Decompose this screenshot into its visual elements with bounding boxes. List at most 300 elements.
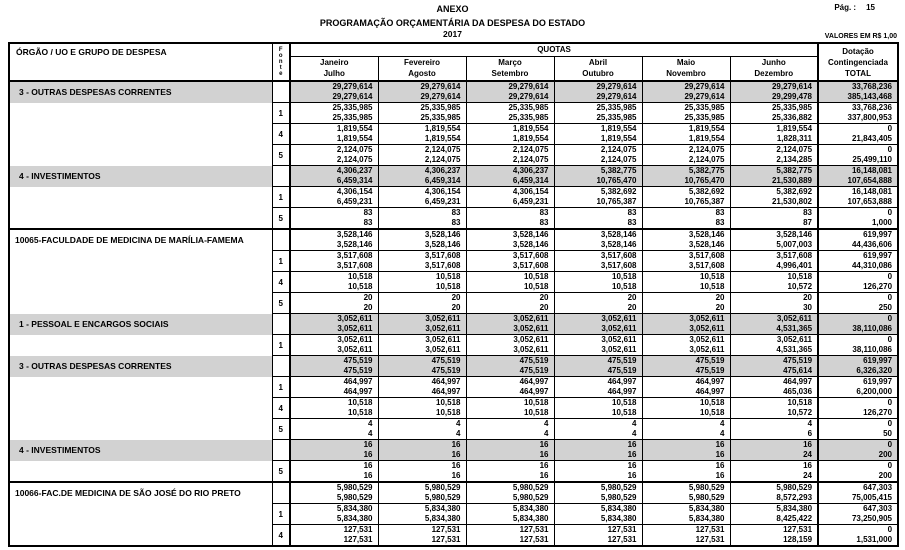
value-line-2: 10,518: [348, 282, 373, 291]
value-line-2: 83: [451, 218, 461, 227]
anexo-heading: ANEXO: [436, 4, 469, 14]
value-line-1: 5,980,529: [512, 483, 549, 492]
value-line-1: 3,052,611: [513, 335, 549, 344]
cell-label: [9, 208, 272, 230]
cell-value: [378, 482, 466, 504]
cell-label: [9, 525, 272, 547]
value-line-2: 465,036: [783, 387, 813, 396]
cell-value: [466, 525, 554, 547]
cell-total: [818, 377, 898, 398]
row-fonte: [9, 124, 898, 145]
value-line-2: 1,828,311: [776, 134, 813, 143]
value-line-1: 0: [887, 398, 893, 407]
value-line-2: 16: [363, 450, 373, 459]
value-line-1: 16: [451, 440, 461, 449]
value-line-2: 24: [803, 471, 813, 480]
value-line-1: 5,834,380: [336, 504, 373, 513]
value-line-1: 0: [887, 145, 893, 154]
cell-value: [642, 208, 730, 230]
value-line-1: 3,052,611: [689, 314, 725, 323]
cell-total: [818, 504, 898, 525]
value-line-1: 1,819,554: [776, 124, 813, 133]
value-line-2: 6,459,231: [336, 197, 373, 206]
value-line-2: 127,531: [695, 535, 725, 544]
value-line-2: 73,250,905: [851, 514, 893, 523]
value-line-1: 16: [451, 461, 461, 470]
cell-fonte: 5: [272, 461, 290, 483]
cell-value: [554, 461, 642, 483]
value-line-1: 20: [627, 293, 637, 302]
value-line-2: 50: [883, 429, 893, 438]
cell-fonte: 1: [272, 335, 290, 356]
month-header-line: Novembro: [666, 69, 706, 79]
cell-value: [378, 398, 466, 419]
page-title: PROGRAMAÇÃO ORÇAMENTÁRIA DA DESPESA DO ESTADO: [319, 18, 586, 28]
cell-value: [290, 208, 378, 230]
value-line-1: 29,279,614: [771, 82, 813, 91]
cell-value: [290, 166, 378, 187]
cell-value: [554, 293, 642, 314]
cell-value: [554, 145, 642, 166]
value-line-1: 475,519: [519, 356, 549, 365]
value-line-1: 16: [539, 461, 549, 470]
cell-value: [642, 335, 730, 356]
value-line-1: 464,997: [519, 377, 549, 386]
value-line-2: 4: [368, 429, 373, 438]
cell-value: [642, 314, 730, 335]
month-header-line: Julho: [323, 69, 345, 79]
cell-value: [466, 187, 554, 208]
value-line-1: 619,997: [863, 230, 893, 239]
value-line-2: 83: [539, 218, 549, 227]
value-line-2: 1,819,554: [688, 134, 725, 143]
value-line-1: 4,306,237: [512, 166, 549, 175]
value-line-2: 10,518: [524, 282, 549, 291]
value-line-1: 1,819,554: [688, 124, 725, 133]
cell-value: [730, 377, 818, 398]
cell-label: 10065-FACULDADE DE MEDICINA DE MARÍLIA-FAMEMA: [9, 229, 272, 251]
cell-value: [554, 504, 642, 525]
value-line-1: 5,834,380: [600, 504, 637, 513]
cell-fonte: 1: [272, 377, 290, 398]
value-line-1: 4: [632, 419, 637, 428]
cell-value: [290, 525, 378, 547]
value-line-1: 619,997: [863, 377, 893, 386]
cell-total: [818, 229, 898, 251]
value-line-2: 10,518: [436, 408, 461, 417]
cell-label: [9, 251, 272, 272]
value-line-2: 127,531: [343, 535, 373, 544]
value-line-2: 16: [715, 471, 725, 480]
value-line-1: 10,518: [436, 398, 461, 407]
value-line-2: 24: [803, 450, 813, 459]
cell-label: 3 - OUTRAS DESPESAS CORRENTES: [9, 356, 272, 377]
value-line-2: 1,000: [871, 218, 893, 227]
row-fonte: [9, 335, 898, 356]
value-line-2: 30: [803, 303, 813, 312]
cell-value: [554, 335, 642, 356]
cell-total: [818, 103, 898, 124]
cell-value: [730, 166, 818, 187]
cell-value: [554, 187, 642, 208]
cell-value: [466, 356, 554, 377]
row-fonte: [9, 398, 898, 419]
value-line-2: 10,518: [436, 282, 461, 291]
total-header-line: TOTAL: [845, 68, 871, 78]
value-line-1: 5,382,775: [600, 166, 637, 175]
value-line-2: 6,326,320: [856, 366, 893, 375]
value-line-1: 5,382,775: [688, 166, 725, 175]
value-line-1: 16: [627, 440, 637, 449]
cell-value: [378, 187, 466, 208]
value-line-2: 25,335,985: [332, 113, 373, 122]
row-fonte: [9, 187, 898, 208]
value-line-1: 2,124,075: [424, 145, 461, 154]
value-line-1: 29,279,614: [684, 82, 725, 91]
cell-fonte: [272, 229, 290, 251]
fonte-letter: n: [278, 59, 283, 65]
cell-value: [554, 440, 642, 461]
value-line-2: 3,528,146: [688, 240, 725, 249]
value-line-1: 3,052,611: [337, 335, 373, 344]
cell-value: [466, 208, 554, 230]
cell-label: [9, 293, 272, 314]
value-line-1: 3,517,608: [776, 251, 813, 260]
value-line-2: 1,531,000: [856, 535, 893, 544]
value-line-1: 127,531: [343, 525, 373, 534]
cell-value: [466, 103, 554, 124]
cell-value: [730, 124, 818, 145]
cell-value: [378, 229, 466, 251]
month-header-line: Dezembro: [754, 69, 794, 79]
cell-total: [818, 314, 898, 335]
cell-value: [290, 461, 378, 483]
value-line-1: 1,819,554: [512, 124, 549, 133]
cell-value: [378, 166, 466, 187]
value-line-1: 0: [887, 208, 893, 217]
value-line-2: 127,531: [607, 535, 637, 544]
value-line-2: 5,834,380: [424, 514, 461, 523]
value-line-1: 5,834,380: [688, 504, 725, 513]
cell-value: [290, 419, 378, 440]
cell-label: [9, 272, 272, 293]
value-line-2: 83: [363, 218, 373, 227]
value-line-1: 0: [887, 525, 893, 534]
value-line-2: 21,530,802: [771, 197, 813, 206]
value-line-2: 3,052,611: [689, 324, 725, 333]
value-line-2: 8,425,422: [776, 514, 813, 523]
value-line-2: 21,843,405: [851, 134, 893, 143]
cell-value: [290, 187, 378, 208]
value-line-1: 5,980,529: [424, 483, 461, 492]
value-line-2: 25,335,985: [508, 113, 549, 122]
cell-value: [730, 145, 818, 166]
cell-label: 10066-FAC.DE MEDICINA DE SÃO JOSÉ DO RIO PRETO: [9, 482, 272, 504]
value-line-1: 29,279,614: [420, 82, 461, 91]
value-line-2: 464,997: [695, 387, 725, 396]
cell-value: [554, 398, 642, 419]
cell-value: [378, 81, 466, 103]
value-line-1: 3,052,611: [601, 314, 637, 323]
value-line-1: 2,124,075: [600, 145, 637, 154]
value-line-1: 1,819,554: [336, 124, 373, 133]
value-line-1: 127,531: [431, 525, 461, 534]
value-line-2: 5,007,003: [776, 240, 813, 249]
value-line-1: 4: [456, 419, 461, 428]
value-line-2: 38,110,086: [852, 345, 893, 354]
cell-value: [378, 124, 466, 145]
cell-value: [642, 482, 730, 504]
value-line-1: 1,819,554: [424, 124, 461, 133]
value-line-2: 2,124,075: [424, 155, 461, 164]
value-line-2: 464,997: [519, 387, 549, 396]
cell-fonte: 5: [272, 145, 290, 166]
cell-total: [818, 145, 898, 166]
cell-value: [730, 504, 818, 525]
cell-value: [378, 356, 466, 377]
value-line-1: 2,124,075: [776, 145, 813, 154]
row-group: [9, 440, 898, 461]
cell-value: [378, 272, 466, 293]
value-line-2: 464,997: [431, 387, 461, 396]
value-line-1: 4,306,237: [336, 166, 373, 175]
cell-total: [818, 482, 898, 504]
cell-total: [818, 525, 898, 547]
value-line-2: 25,335,985: [420, 113, 461, 122]
value-line-2: 3,528,146: [336, 240, 373, 249]
value-line-1: 4: [368, 419, 373, 428]
cell-value: [466, 166, 554, 187]
cell-total: [818, 124, 898, 145]
value-line-2: 4,531,365: [776, 324, 813, 333]
value-line-1: 3,517,608: [424, 251, 461, 260]
cell-value: [290, 377, 378, 398]
value-line-2: 4,531,365: [776, 345, 813, 354]
fonte-letter: t: [279, 65, 282, 71]
cell-fonte: 1: [272, 187, 290, 208]
value-line-1: 29,279,614: [508, 82, 549, 91]
month-header-line: Janeiro: [320, 58, 349, 68]
cell-value: [730, 440, 818, 461]
cell-value: [730, 229, 818, 251]
cell-total: [818, 419, 898, 440]
value-line-2: 3,517,608: [512, 261, 549, 270]
cell-value: [554, 251, 642, 272]
value-line-1: 5,382,692: [600, 187, 637, 196]
cell-value: [466, 398, 554, 419]
value-line-1: 83: [715, 208, 725, 217]
cell-value: [730, 419, 818, 440]
cell-fonte: [272, 81, 290, 103]
cell-value: [642, 187, 730, 208]
value-line-1: 20: [363, 293, 373, 302]
value-line-1: 5,382,692: [688, 187, 725, 196]
month-header: [554, 56, 642, 81]
page-number-block: [834, 3, 875, 12]
value-line-1: 16: [803, 440, 813, 449]
value-line-1: 127,531: [695, 525, 725, 534]
value-line-2: 3,052,611: [689, 345, 725, 354]
cell-total: [818, 356, 898, 377]
cell-value: [290, 482, 378, 504]
value-line-2: 464,997: [343, 387, 373, 396]
value-line-1: 10,518: [612, 272, 637, 281]
value-line-2: 25,335,985: [596, 113, 637, 122]
cell-fonte: 4: [272, 525, 290, 547]
value-line-2: 83: [715, 218, 725, 227]
cell-total: [818, 440, 898, 461]
cell-fonte: [272, 314, 290, 335]
value-line-1: 10,518: [700, 398, 725, 407]
cell-label: [9, 103, 272, 124]
table-body: [9, 81, 898, 546]
cell-label: [9, 335, 272, 356]
cell-value: [378, 293, 466, 314]
value-line-2: 4: [720, 429, 725, 438]
value-line-1: 16,148,081: [851, 187, 893, 196]
cell-value: [642, 377, 730, 398]
value-line-2: 10,765,470: [684, 176, 725, 185]
value-line-2: 385,143,468: [847, 92, 893, 101]
cell-value: [466, 81, 554, 103]
value-line-1: 4: [720, 419, 725, 428]
value-line-2: 83: [627, 218, 637, 227]
month-header-line: Outubro: [582, 69, 614, 79]
value-line-2: 5,980,529: [424, 493, 461, 502]
value-line-1: 3,052,611: [776, 314, 813, 323]
cell-fonte: 5: [272, 419, 290, 440]
value-line-2: 25,499,110: [852, 155, 893, 164]
value-line-1: 5,834,380: [776, 504, 813, 513]
value-line-1: 16,148,081: [851, 166, 893, 175]
month-header-line: Agosto: [408, 69, 436, 79]
values-note: VALORES EM R$ 1,00: [824, 33, 897, 40]
value-line-1: 647,303: [863, 504, 893, 513]
cell-value: [290, 251, 378, 272]
value-line-1: 33,768,236: [851, 103, 893, 112]
cell-label: [9, 377, 272, 398]
row-fonte: [9, 504, 898, 525]
month-header: [642, 56, 730, 81]
value-line-1: 16: [539, 440, 549, 449]
value-line-2: 127,531: [431, 535, 461, 544]
cell-value: [554, 314, 642, 335]
value-line-2: 10,518: [612, 408, 637, 417]
value-line-1: 25,335,985: [684, 103, 725, 112]
value-line-2: 29,279,614: [684, 92, 725, 101]
month-header-line: Abril: [588, 58, 608, 68]
value-line-2: 29,279,614: [508, 92, 549, 101]
cell-value: [290, 440, 378, 461]
value-line-1: 25,335,985: [771, 103, 813, 112]
value-line-1: 83: [803, 208, 813, 217]
value-line-1: 10,518: [436, 272, 461, 281]
cell-value: [554, 81, 642, 103]
cell-value: [466, 272, 554, 293]
value-line-1: 83: [363, 208, 373, 217]
cell-fonte: 1: [272, 504, 290, 525]
value-line-1: 5,980,529: [336, 483, 373, 492]
cell-value: [642, 440, 730, 461]
value-line-1: 5,980,529: [600, 483, 637, 492]
value-line-1: 464,997: [695, 377, 725, 386]
cell-value: [466, 229, 554, 251]
value-line-1: 33,768,236: [851, 82, 893, 91]
cell-label: 4 - INVESTIMENTOS: [9, 440, 272, 461]
value-line-1: 464,997: [343, 377, 373, 386]
cell-fonte: [272, 440, 290, 461]
cell-value: [642, 81, 730, 103]
row-fonte: [9, 525, 898, 547]
value-line-1: 4,306,154: [336, 187, 373, 196]
row-fonte: [9, 419, 898, 440]
value-line-1: 10,518: [612, 398, 637, 407]
value-line-1: 3,528,146: [424, 230, 461, 239]
cell-value: [730, 314, 818, 335]
value-line-2: 6,459,314: [336, 176, 373, 185]
value-line-1: 5,834,380: [512, 504, 549, 513]
value-line-2: 6,200,000: [856, 387, 893, 396]
value-line-1: 29,279,614: [596, 82, 637, 91]
cell-value: [730, 335, 818, 356]
cell-value: [642, 166, 730, 187]
cell-value: [378, 145, 466, 166]
cell-value: [642, 229, 730, 251]
value-line-1: 475,519: [783, 356, 813, 365]
cell-total: [818, 251, 898, 272]
cell-value: [730, 356, 818, 377]
cell-value: [378, 251, 466, 272]
month-header: [466, 56, 554, 81]
cell-fonte: 1: [272, 103, 290, 124]
cell-label: [9, 419, 272, 440]
cell-value: [730, 103, 818, 124]
value-line-1: 619,997: [863, 356, 893, 365]
cell-value: [466, 124, 554, 145]
value-line-1: 0: [887, 461, 893, 470]
cell-value: [642, 504, 730, 525]
value-line-1: 10,518: [524, 398, 549, 407]
value-line-2: 10,572: [787, 408, 813, 417]
total-header-line: Dotação: [842, 46, 874, 56]
cell-value: [642, 398, 730, 419]
cell-total: [818, 81, 898, 103]
value-line-1: 10,518: [700, 272, 725, 281]
value-line-2: 126,270: [863, 408, 893, 417]
value-line-1: 3,052,611: [601, 335, 637, 344]
cell-value: [554, 419, 642, 440]
value-line-1: 3,517,608: [688, 251, 725, 260]
cell-value: [290, 145, 378, 166]
row-fonte: [9, 293, 898, 314]
value-line-2: 25,335,985: [684, 113, 725, 122]
value-line-2: 475,614: [783, 366, 813, 375]
fonte-letter: e: [279, 71, 283, 77]
value-line-2: 8,572,293: [776, 493, 813, 502]
value-line-2: 10,765,387: [684, 197, 725, 206]
value-line-1: 0: [887, 124, 893, 133]
cell-total: [818, 272, 898, 293]
value-line-1: 5,980,529: [776, 483, 813, 492]
quotas-header: QUOTAS: [290, 43, 818, 56]
cell-total: [818, 208, 898, 230]
cell-value: [554, 525, 642, 547]
value-line-2: 6,459,314: [512, 176, 549, 185]
value-line-2: 4: [544, 429, 549, 438]
cell-total: [818, 187, 898, 208]
row-fonte: [9, 377, 898, 398]
value-line-2: 44,436,606: [851, 240, 893, 249]
